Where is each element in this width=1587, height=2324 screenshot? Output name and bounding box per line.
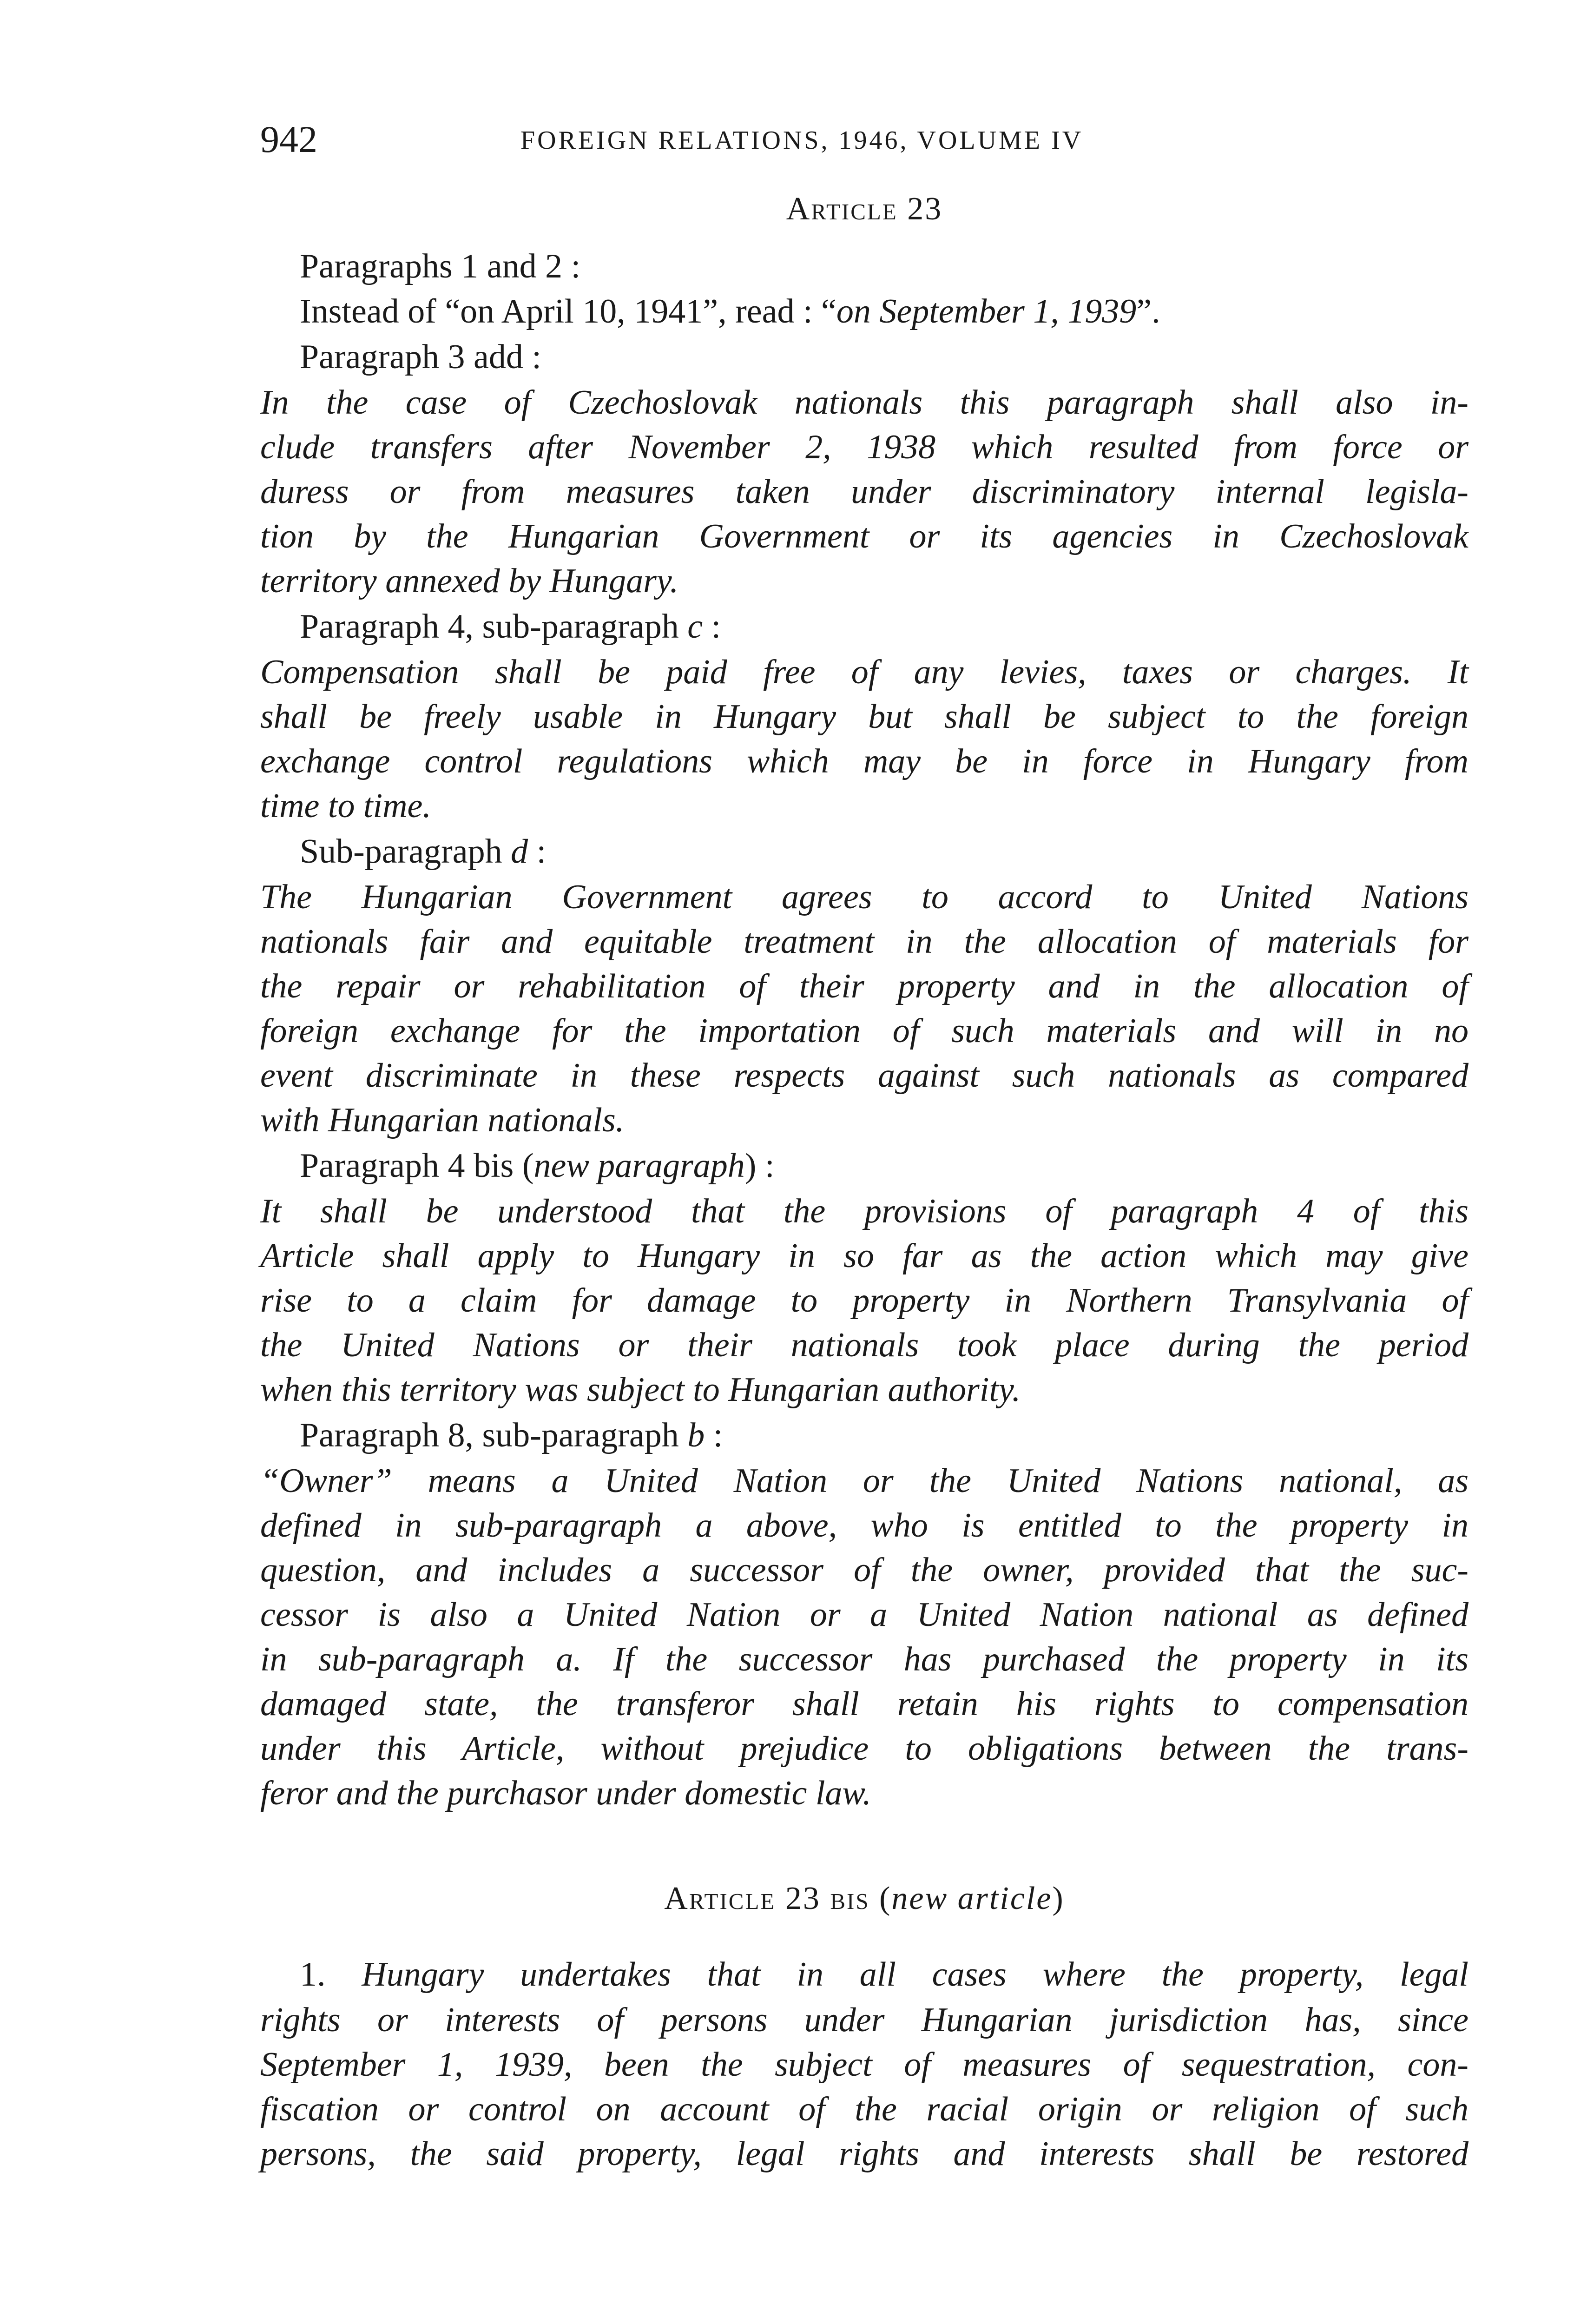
paragraph-4d-line: foreign exchange for the importation of such materials and will in no [260,1012,1468,1050]
paragraph-4bis-label: Paragraph 4 bis (new paragraph) : [300,1147,775,1185]
paragraph-3-line: duress or from measures taken under discriminatory internal legisla- [260,473,1468,511]
paragraph-4c-line: time to time. [260,787,431,825]
paragraph-8b-line: in sub-paragraph a. If the successor has purchased the property in its [260,1640,1468,1678]
paragraph-3-line: In the case of Czechoslovak nationals this paragraph shall also in- [260,383,1468,422]
article-23-bis-line: fiscation or control on account of the racial origin or religion of such [260,2090,1468,2128]
paragraph-8b-line: feror and the purchasor under domestic law. [260,1774,871,1812]
paragraph-8b-line: damaged state, the transferor shall retain his rights to compensation [260,1685,1468,1723]
paragraph-4c-label: Paragraph 4, sub-paragraph c : [300,607,721,646]
paragraph-4d-line: event discriminate in these respects against such nationals as compared [260,1056,1468,1095]
paragraphs-1-2-text: Instead of “on April 10, 1941”, read : “on September 1, 1939”. [300,292,1160,330]
paragraph-4d-line: The Hungarian Government agrees to accord to United Nations [260,878,1468,916]
paragraph-8b-line: under this Article, without prejudice to obligations between the trans- [260,1730,1468,1768]
article-23-heading: Article 23 [786,191,943,227]
paragraph-number: 1. [300,1955,326,1994]
article-23-bis-line: persons, the said property, legal rights and interests shall be restored [260,2135,1468,2173]
book-title: FOREIGN RELATIONS, 1946, VOLUME IV [520,126,1084,155]
paragraph-4c-line: exchange control regulations which may be in force in Hungary from [260,742,1468,780]
paragraph-4d-line: nationals fair and equitable treatment in the allocation of materials for [260,923,1468,961]
paragraph-3-line: tion by the Hungarian Government or its agencies in Czechoslovak [260,517,1468,555]
article-23-bis-line: rights or interests of persons under Hungarian jurisdiction has, since [260,2001,1468,2039]
paragraph-3-label: Paragraph 3 add : [300,338,541,376]
page-number: 942 [260,118,317,160]
paragraph-3-line: territory annexed by Hungary. [260,562,679,600]
paragraph-4bis-line: Article shall apply to Hungary in so far as the action which may give [260,1237,1468,1275]
paragraph-4bis-line: the United Nations or their nationals took place during the period [260,1326,1468,1364]
paragraph-4bis-line: It shall be understood that the provisions of paragraph 4 of this [260,1192,1468,1230]
paragraph-4bis-line: when this territory was subject to Hungarian authority. [260,1371,1021,1409]
running-head [260,116,1468,167]
paragraph-4d-line: the repair or rehabilitation of their property and in the allocation of [260,967,1468,1005]
paragraphs-1-2-label: Paragraphs 1 and 2 : [300,247,581,285]
paragraph-4d-label: Sub-paragraph d : [300,832,547,871]
paragraph-4bis-line: rise to a claim for damage to property in Northern Transylvania of [260,1281,1468,1320]
paragraph-8b-line: question, and includes a successor of the owner, provided that the suc- [260,1551,1468,1589]
paragraph-4c-line: shall be freely usable in Hungary but shall be subject to the foreign [260,698,1468,736]
paragraph-8b-line: “Owner” means a United Nation or the United Nations national, as [260,1462,1468,1500]
paragraph-3-line: clude transfers after November 2, 1938 which resulted from force or [260,428,1468,466]
article-23-bis-line: 1. Hungary undertakes that in all cases where the property, legal [300,1955,1468,1994]
paragraph-8b-label: Paragraph 8, sub-paragraph b : [300,1416,723,1454]
paragraph-4d-line: with Hungarian nationals. [260,1101,625,1139]
article-23-bis-heading: Article 23 bis (new article) [664,1881,1065,1916]
paragraph-8b-line: cessor is also a United Nation or a United Nation national as defined [260,1596,1468,1634]
paragraph-8b-line: defined in sub-paragraph a above, who is entitled to the property in [260,1506,1468,1545]
article-23-bis-line: September 1, 1939, been the subject of measures of sequestration, con- [260,2046,1468,2084]
paragraph-4c-line: Compensation shall be paid free of any levies, taxes or charges. It [260,653,1468,691]
